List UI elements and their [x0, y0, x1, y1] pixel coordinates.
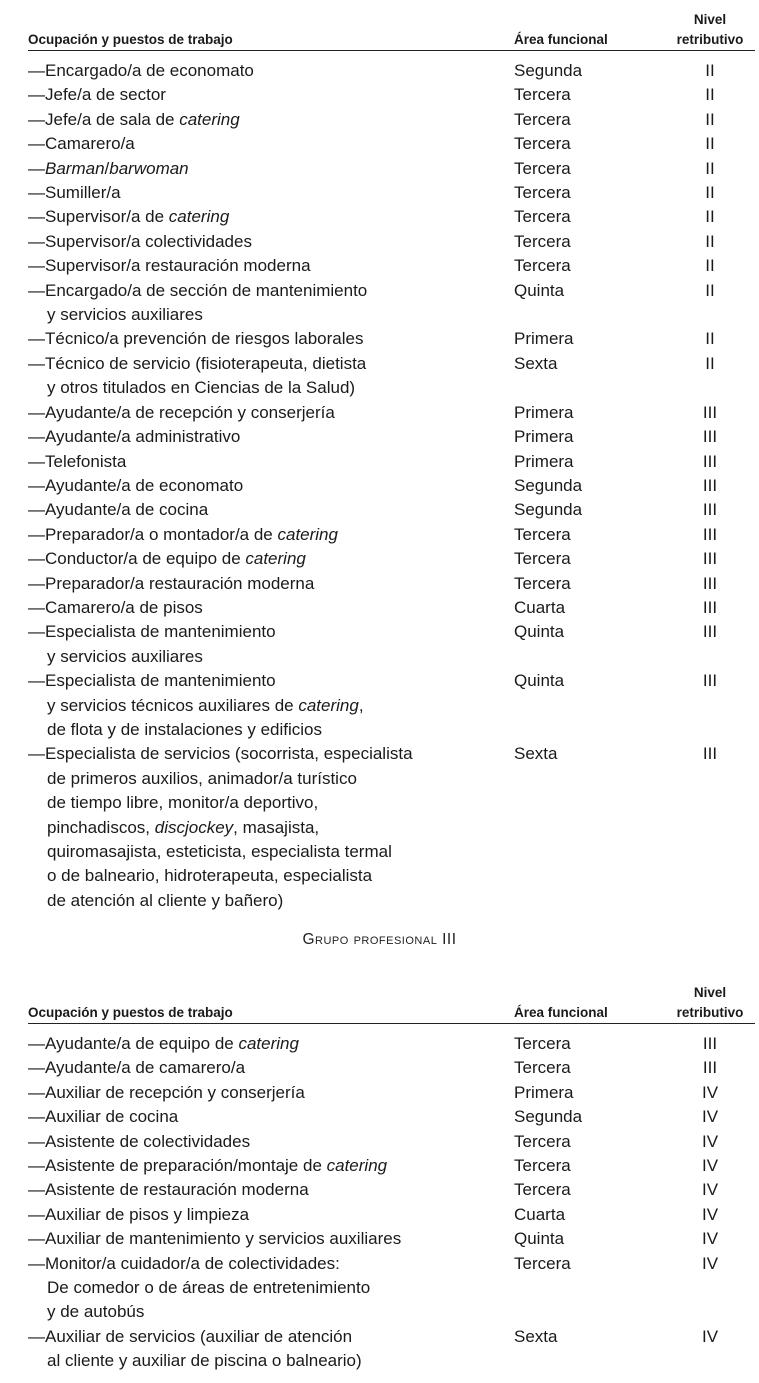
- area-cell: Quinta: [514, 671, 565, 691]
- level-cell: III: [702, 622, 718, 642]
- occupation-cell: [28, 83, 498, 107]
- occupation-line: de primeros auxilios, animador/a turístico: [47, 768, 357, 788]
- area-cell: Tercera: [514, 256, 571, 276]
- occupation-cell: [28, 1325, 498, 1374]
- level-cell: IV: [701, 1156, 719, 1176]
- occupation-line: —Especialista de mantenimiento: [28, 671, 276, 691]
- level-cell: III: [702, 402, 718, 422]
- area-cell: Segunda: [514, 61, 583, 80]
- occupation-line: —Ayudante/a de camarero/a: [28, 1058, 246, 1078]
- occupation-line: —Asistente de colectividades: [28, 1131, 251, 1151]
- occupation-cell: [28, 279, 498, 328]
- area-cell: Segunda: [514, 500, 583, 520]
- area-cell: Sexta: [514, 353, 558, 373]
- occupation-line: —Camarero/a de pisos: [28, 597, 203, 617]
- level-cell: II: [705, 183, 715, 203]
- occupation-cell: [28, 547, 498, 571]
- area-cell: Primera: [514, 1082, 574, 1102]
- table-row: [28, 1154, 755, 1178]
- occupation-line: —Auxiliar de pisos y limpieza: [28, 1204, 250, 1224]
- occupation-cell: [28, 620, 498, 669]
- table-row: [28, 547, 755, 571]
- occupation-cell: [28, 181, 498, 205]
- occupation-line: —Supervisor/a restauración moderna: [28, 256, 311, 276]
- table-row: [28, 1325, 755, 1374]
- level-cell: III: [702, 451, 718, 471]
- occupation-cell: [28, 59, 498, 83]
- occupation-line: y otros titulados en Ciencias de la Salud): [47, 378, 356, 398]
- occupation-cell: [28, 1252, 498, 1325]
- area-cell: Quinta: [514, 1229, 565, 1249]
- area-cell: Tercera: [514, 524, 571, 544]
- area-cell: Primera: [514, 451, 574, 471]
- level-cell: III: [702, 744, 718, 764]
- table-row: [28, 230, 755, 254]
- level-cell: II: [705, 280, 715, 300]
- area-cell: Segunda: [514, 1107, 583, 1127]
- table-row: [28, 1227, 755, 1251]
- level-cell: II: [705, 353, 715, 373]
- level-cell: IV: [701, 1082, 719, 1102]
- occupation-cell: [28, 669, 498, 742]
- table-row: [28, 742, 755, 913]
- table-row: [28, 1252, 755, 1325]
- occupation-cell: [28, 352, 498, 401]
- table-row: [28, 523, 755, 547]
- table-row: [28, 205, 755, 229]
- level-cell: III: [702, 524, 718, 544]
- occupation-cell: [28, 1105, 498, 1129]
- area-cell: Tercera: [514, 573, 571, 593]
- table-body: [28, 51, 755, 913]
- occupation-line: —Conductor/a de equipo de catering: [28, 549, 306, 569]
- area-cell: Segunda: [514, 475, 583, 495]
- occupation-cell: [28, 1178, 498, 1202]
- level-cell: III: [702, 500, 718, 520]
- occupation-line: —Asistente de preparación/montaje de catering: [28, 1156, 388, 1176]
- table-row: [28, 572, 755, 596]
- table-row: [28, 254, 755, 278]
- level-cell: II: [705, 231, 715, 251]
- occupation-cell: [28, 230, 498, 254]
- occupation-cell: [28, 132, 498, 156]
- area-cell: Tercera: [514, 207, 571, 227]
- level-cell: II: [705, 109, 715, 129]
- occupation-line: —Sumiller/a: [28, 183, 121, 203]
- area-cell: Tercera: [514, 1034, 571, 1053]
- level-cell: III: [702, 475, 718, 495]
- table-header: [28, 975, 755, 1024]
- header-level-line1: Nivel: [693, 985, 727, 1000]
- occupation-line: —Técnico de servicio (fisioterapeuta, dietista: [28, 353, 367, 373]
- table-row: [28, 450, 755, 474]
- level-cell: III: [702, 1058, 718, 1078]
- table-row: [28, 596, 755, 620]
- level-cell: II: [705, 207, 715, 227]
- occupation-line: de flota y de instalaciones y edificios: [47, 719, 322, 739]
- table-row: [28, 157, 755, 181]
- header-level-line2: retributivo: [676, 32, 744, 47]
- table-row: [28, 474, 755, 498]
- occupation-line: —Auxiliar de cocina: [28, 1107, 179, 1127]
- table-row: [28, 498, 755, 522]
- occupation-table-2: [28, 975, 755, 1374]
- table-row: [28, 327, 755, 351]
- occupation-line: —Barman/barwoman: [28, 158, 189, 178]
- occupation-line: y servicios auxiliares: [47, 305, 203, 325]
- group-title: Grupo profesional III: [302, 931, 457, 948]
- occupation-line: —Supervisor/a colectividades: [28, 231, 252, 251]
- occupation-line: y de autobús: [47, 1302, 145, 1322]
- occupation-cell: [28, 450, 498, 474]
- occupation-line: pinchadiscos, discjockey, masajista,: [47, 817, 320, 837]
- occupation-line: de tiempo libre, monitor/a deportivo,: [47, 793, 319, 813]
- level-cell: II: [705, 134, 715, 154]
- occupation-line: —Auxiliar de servicios (auxiliar de atención: [28, 1326, 353, 1346]
- area-cell: Tercera: [514, 1156, 571, 1176]
- occupation-cell: [28, 425, 498, 449]
- area-cell: Tercera: [514, 1058, 571, 1078]
- area-cell: Tercera: [514, 1180, 571, 1200]
- occupation-line: de atención al cliente y bañero): [47, 890, 284, 910]
- table-body: [28, 1024, 755, 1374]
- area-cell: Tercera: [514, 85, 571, 105]
- table-row: [28, 1178, 755, 1202]
- occupation-line: —Ayudante/a de recepción y conserjería: [28, 402, 335, 422]
- table-row: [28, 108, 755, 132]
- occupation-line: —Monitor/a cuidador/a de colectividades:: [28, 1253, 340, 1273]
- table-header: [28, 2, 755, 51]
- occupation-cell: [28, 498, 498, 522]
- occupation-line: —Supervisor/a de catering: [28, 207, 230, 227]
- table-row: [28, 1203, 755, 1227]
- occupation-line: —Telefonista: [28, 451, 127, 471]
- table-row: [28, 1105, 755, 1129]
- table-row: [28, 59, 755, 83]
- header-level: [665, 10, 755, 50]
- occupation-cell: [28, 742, 498, 913]
- header-occupation: Ocupación y puestos de trabajo: [28, 1005, 233, 1020]
- occupation-line: al cliente y auxiliar de piscina o balneario): [47, 1351, 362, 1371]
- table-row: [28, 620, 755, 669]
- level-cell: III: [702, 573, 718, 593]
- level-cell: IV: [701, 1107, 719, 1127]
- area-cell: Tercera: [514, 1131, 571, 1151]
- occupation-table-1: [28, 2, 755, 913]
- occupation-cell: [28, 1154, 498, 1178]
- area-cell: Cuarta: [514, 1204, 566, 1224]
- occupation-line: —Ayudante/a de economato: [28, 475, 244, 495]
- level-cell: IV: [701, 1253, 719, 1273]
- table-row: [28, 425, 755, 449]
- occupation-line: —Auxiliar de mantenimiento y servicios auxiliares: [28, 1229, 402, 1249]
- occupation-line: o de balneario, hidroterapeuta, especialista: [47, 866, 373, 886]
- occupation-cell: [28, 523, 498, 547]
- level-cell: IV: [701, 1326, 719, 1346]
- occupation-line: —Encargado/a de economato: [28, 61, 254, 80]
- level-cell: II: [705, 256, 715, 276]
- table-row: [28, 279, 755, 328]
- area-cell: Tercera: [514, 183, 571, 203]
- occupation-line: —Ayudante/a administrativo: [28, 427, 241, 447]
- level-cell: II: [705, 61, 715, 80]
- table-row: [28, 1032, 755, 1056]
- occupation-line: —Ayudante/a de cocina: [28, 500, 209, 520]
- area-cell: Primera: [514, 427, 574, 447]
- level-cell: III: [702, 549, 718, 569]
- occupation-line: De comedor o de áreas de entretenimiento: [47, 1278, 371, 1298]
- level-cell: II: [705, 158, 715, 178]
- header-area: Área funcional: [514, 32, 608, 47]
- occupation-cell: [28, 596, 498, 620]
- area-cell: Tercera: [514, 1253, 571, 1273]
- area-cell: Cuarta: [514, 597, 566, 617]
- occupation-line: —Técnico/a prevención de riesgos laborales: [28, 329, 364, 349]
- occupation-cell: [28, 108, 498, 132]
- level-cell: II: [705, 85, 715, 105]
- occupation-line: —Especialista de mantenimiento: [28, 622, 276, 642]
- level-cell: III: [702, 1034, 718, 1053]
- occupation-cell: [28, 1227, 498, 1251]
- occupation-cell: [28, 572, 498, 596]
- table-row: [28, 181, 755, 205]
- table-row: [28, 352, 755, 401]
- level-cell: IV: [701, 1131, 719, 1151]
- header-level-line1: Nivel: [693, 12, 727, 27]
- occupation-line: —Encargado/a de sección de mantenimiento: [28, 280, 368, 300]
- occupation-line: —Jefe/a de sala de catering: [28, 109, 240, 129]
- area-cell: Tercera: [514, 231, 571, 251]
- area-cell: Tercera: [514, 158, 571, 178]
- area-cell: Tercera: [514, 134, 571, 154]
- occupation-line: quiromasajista, esteticista, especialista termal: [47, 842, 392, 861]
- occupation-line: —Auxiliar de recepción y conserjería: [28, 1082, 305, 1102]
- table-row: [28, 669, 755, 742]
- table-row: [28, 401, 755, 425]
- occupation-line: —Preparador/a o montador/a de catering: [28, 524, 338, 544]
- occupation-cell: [28, 327, 498, 351]
- occupation-cell: [28, 1056, 498, 1080]
- table-row: [28, 132, 755, 156]
- header-level-line2: retributivo: [676, 1005, 744, 1020]
- area-cell: Tercera: [514, 109, 571, 129]
- header-occupation: Ocupación y puestos de trabajo: [28, 32, 233, 47]
- occupation-line: —Asistente de restauración moderna: [28, 1180, 309, 1200]
- occupation-line: —Jefe/a de sector: [28, 85, 166, 105]
- table-row: [28, 1130, 755, 1154]
- table-row: [28, 1081, 755, 1105]
- occupation-line: y servicios auxiliares: [47, 646, 203, 666]
- area-cell: Primera: [514, 402, 574, 422]
- occupation-cell: [28, 1081, 498, 1105]
- occupation-line: y servicios técnicos auxiliares de catering,: [47, 695, 364, 715]
- level-cell: IV: [701, 1204, 719, 1224]
- occupation-cell: [28, 205, 498, 229]
- level-cell: III: [702, 597, 718, 617]
- occupation-line: —Ayudante/a de equipo de catering: [28, 1034, 299, 1053]
- area-cell: Sexta: [514, 744, 558, 764]
- level-cell: II: [705, 329, 715, 349]
- occupation-line: —Camarero/a: [28, 134, 135, 154]
- occupation-cell: [28, 157, 498, 181]
- table-row: [28, 83, 755, 107]
- area-cell: Primera: [514, 329, 574, 349]
- level-cell: IV: [701, 1180, 719, 1200]
- occupation-line: —Especialista de servicios (socorrista, especialista: [28, 744, 413, 764]
- occupation-cell: [28, 254, 498, 278]
- level-cell: IV: [701, 1229, 719, 1249]
- occupation-cell: [28, 1203, 498, 1227]
- occupation-cell: [28, 474, 498, 498]
- occupation-cell: [28, 1032, 498, 1056]
- header-level: [665, 983, 755, 1023]
- occupation-cell: [28, 1130, 498, 1154]
- area-cell: Quinta: [514, 280, 565, 300]
- area-cell: Quinta: [514, 622, 565, 642]
- occupation-cell: [28, 401, 498, 425]
- header-area: Área funcional: [514, 1005, 608, 1020]
- area-cell: Sexta: [514, 1326, 558, 1346]
- level-cell: III: [702, 671, 718, 691]
- occupation-line: —Preparador/a restauración moderna: [28, 573, 315, 593]
- area-cell: Tercera: [514, 549, 571, 569]
- table-row: [28, 1056, 755, 1080]
- level-cell: III: [702, 427, 718, 447]
